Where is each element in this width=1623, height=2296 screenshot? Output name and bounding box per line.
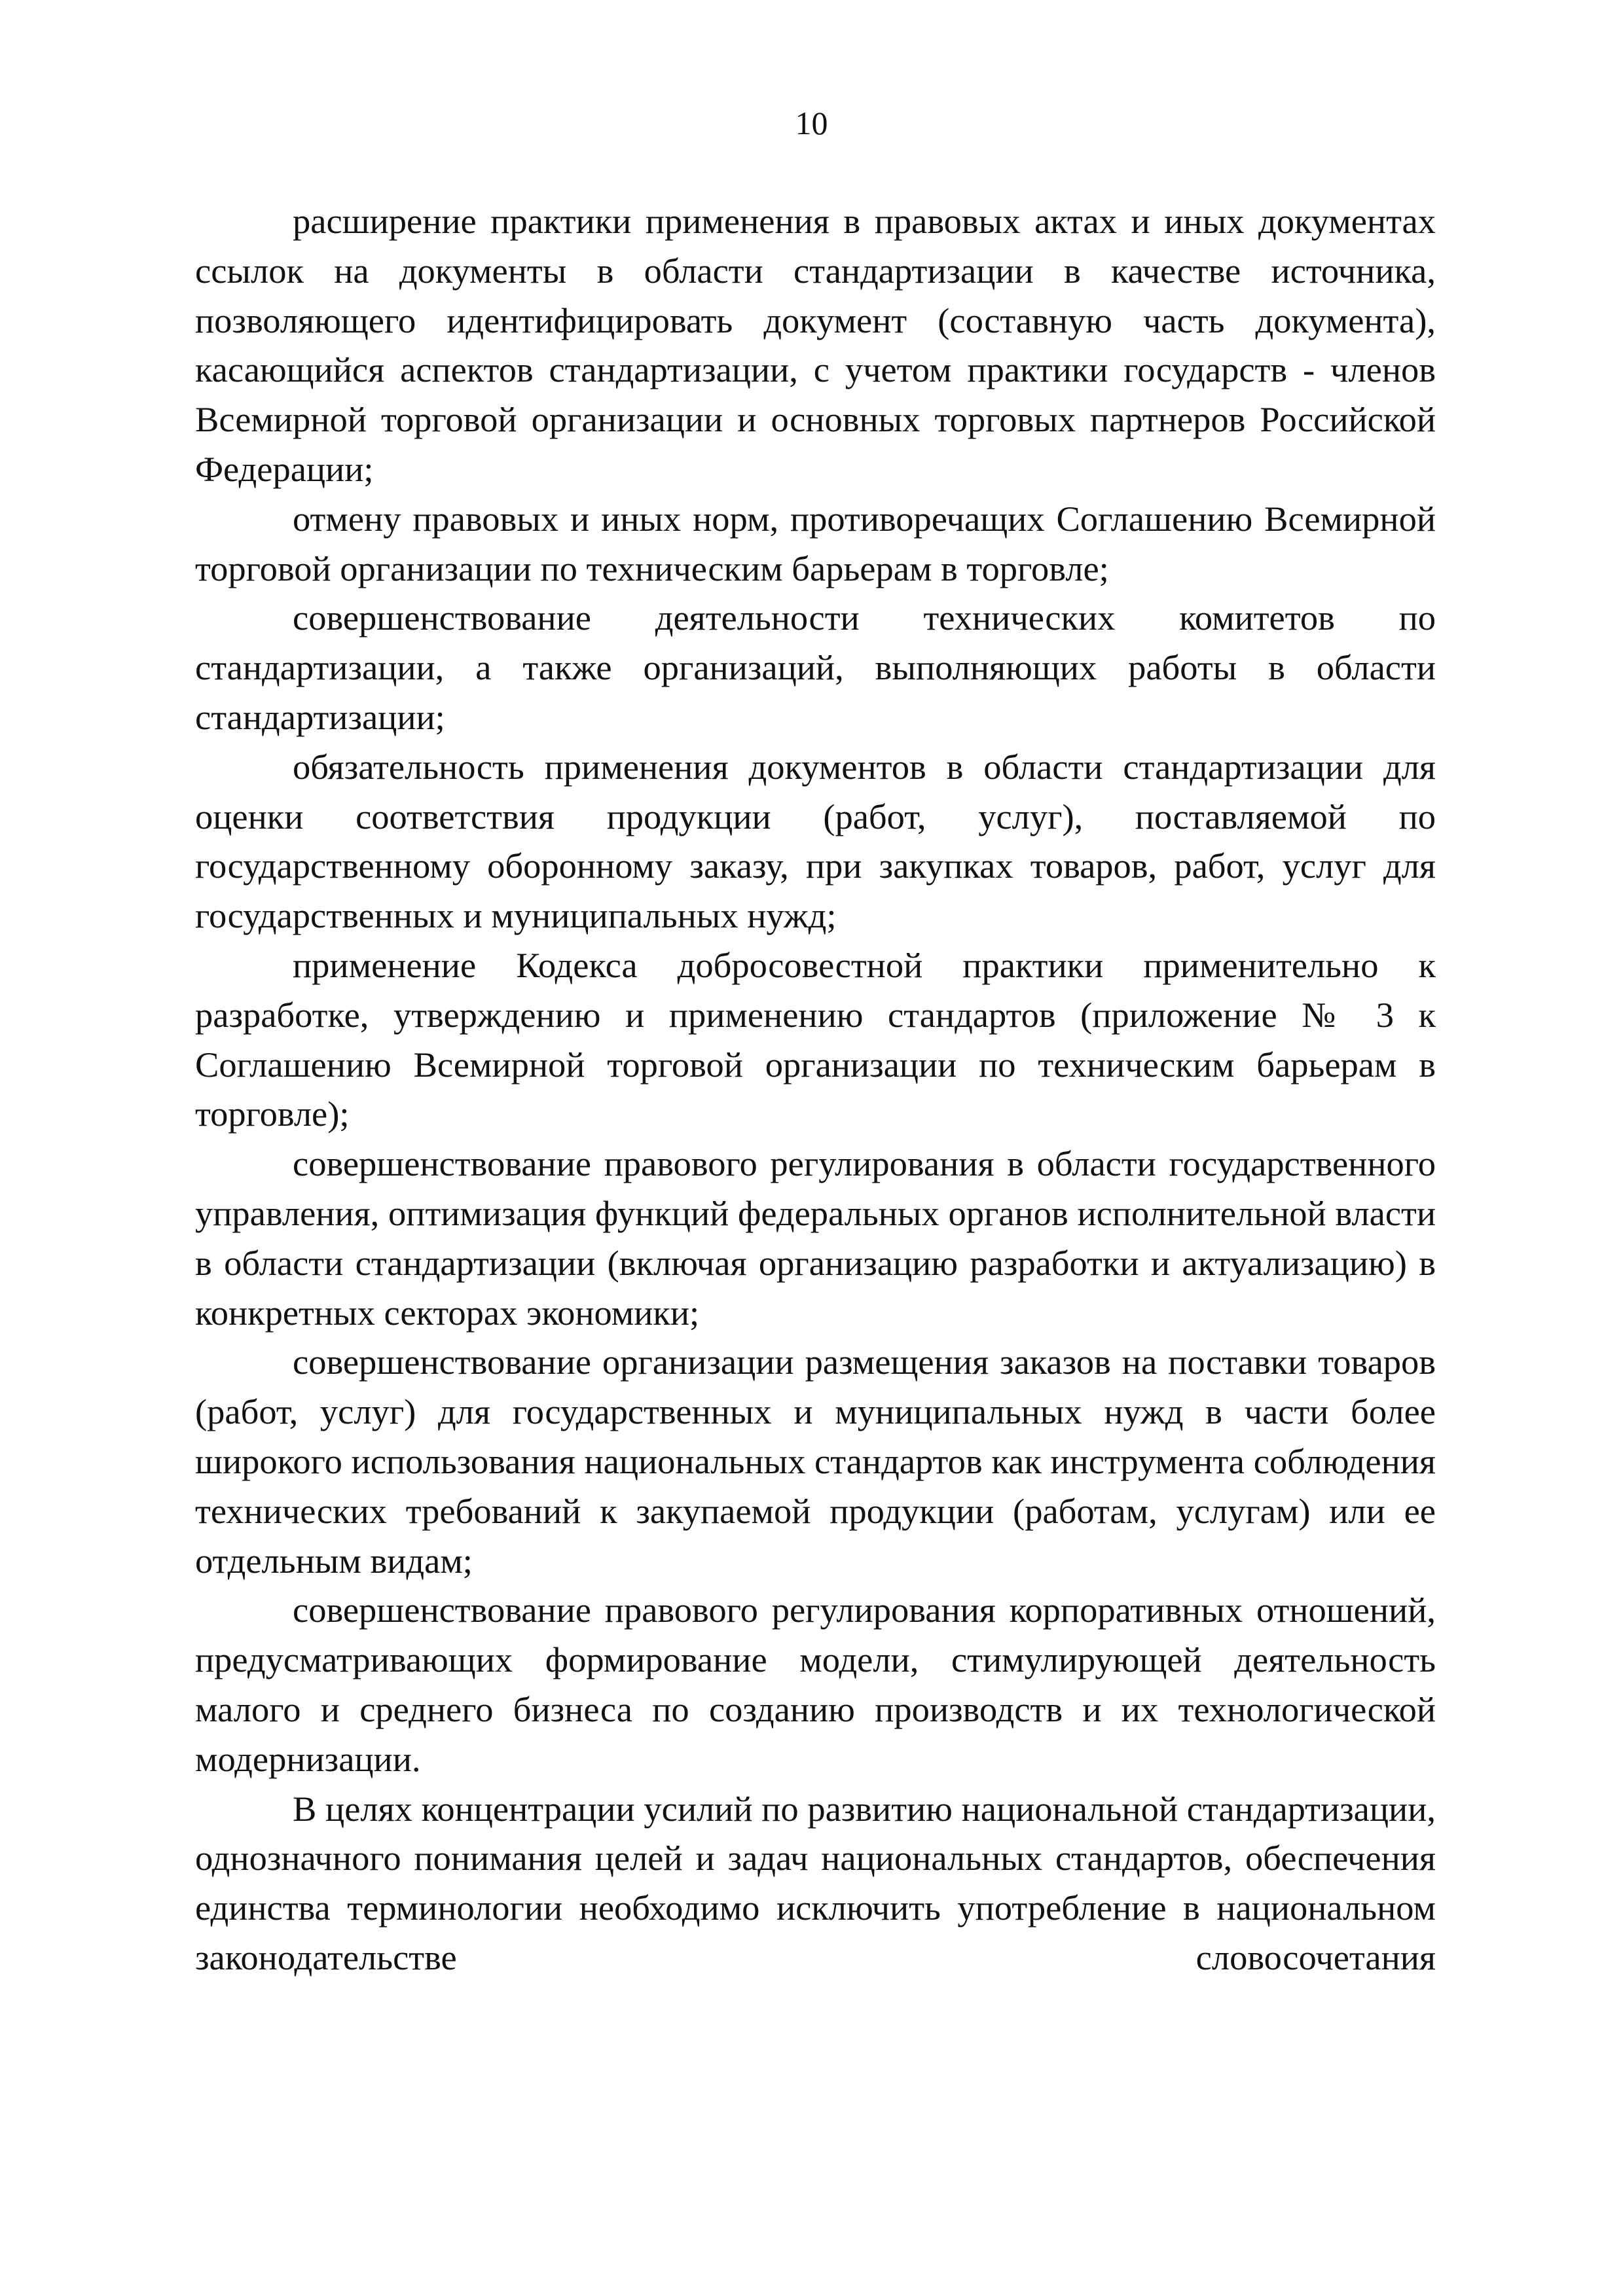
paragraph-2: отмену правовых и иных норм, противоречащих Соглашению Всемирной торговой организации по техническим барьерам в торговле;	[195, 498, 1436, 588]
paragraph-8: совершенствование правового регулирования корпоративных отношений, предусматривающих формирование модели, стимулирующей деятельность малого и среднего бизнеса по созданию производств и их технологической модернизации.	[195, 1590, 1436, 1779]
body-text	[195, 196, 1436, 1982]
paragraph-5: применение Кодекса добросовестной практики применительно к разработке, утверждению и применению стандартов (приложение № 3 к Соглашению Всемирной торговой организации по техническим барьерам в торговле);	[195, 944, 1436, 1134]
paragraph-6: совершенствование правового регулирования в области государственного управления, оптимизация функций федеральных органов исполнительной власти в области стандартизации (включая организацию разработки и актуализацию) в конкретных секторах экономики;	[195, 1143, 1436, 1333]
paragraph-9: В целях концентрации усилий по развитию национальной стандартизации, однозначного понимания целей и задач национальных стандартов, обеспечения единства терминологии необходимо исключить употребление в национальном законодательстве словосочетания	[195, 1788, 1436, 1977]
paragraph-1: расширение практики применения в правовых актах и иных документах ссылок на документы в области стандартизации в качестве источника, позволяющего идентифицировать документ (составную часть документа), касающийся аспектов стандартизации, с учетом практики государств - членов Всемирной торговой организации и основных торговых партнеров Российской Федерации;	[195, 201, 1436, 489]
page-number: 10	[795, 105, 828, 141]
paragraph-4: обязательность применения документов в области стандартизации для оценки соответствия продукции (работ, услуг), поставляемой по государственному оборонному заказу, при закупках товаров, работ, услуг для государственных и муниципальных нужд;	[195, 746, 1436, 936]
paragraph-7: совершенствование организации размещения заказов на поставки товаров (работ, услуг) для государственных и муниципальных нужд в части более широкого использования национальных стандартов как инструмента соблюдения технических требований к закупаемой продукции (работам, услугам) или ее отдельным видам;	[195, 1342, 1436, 1581]
paragraph-3: совершенствование деятельности технических комитетов по стандартизации, а также организаций, выполняющих работы в области стандартизации;	[195, 598, 1436, 737]
